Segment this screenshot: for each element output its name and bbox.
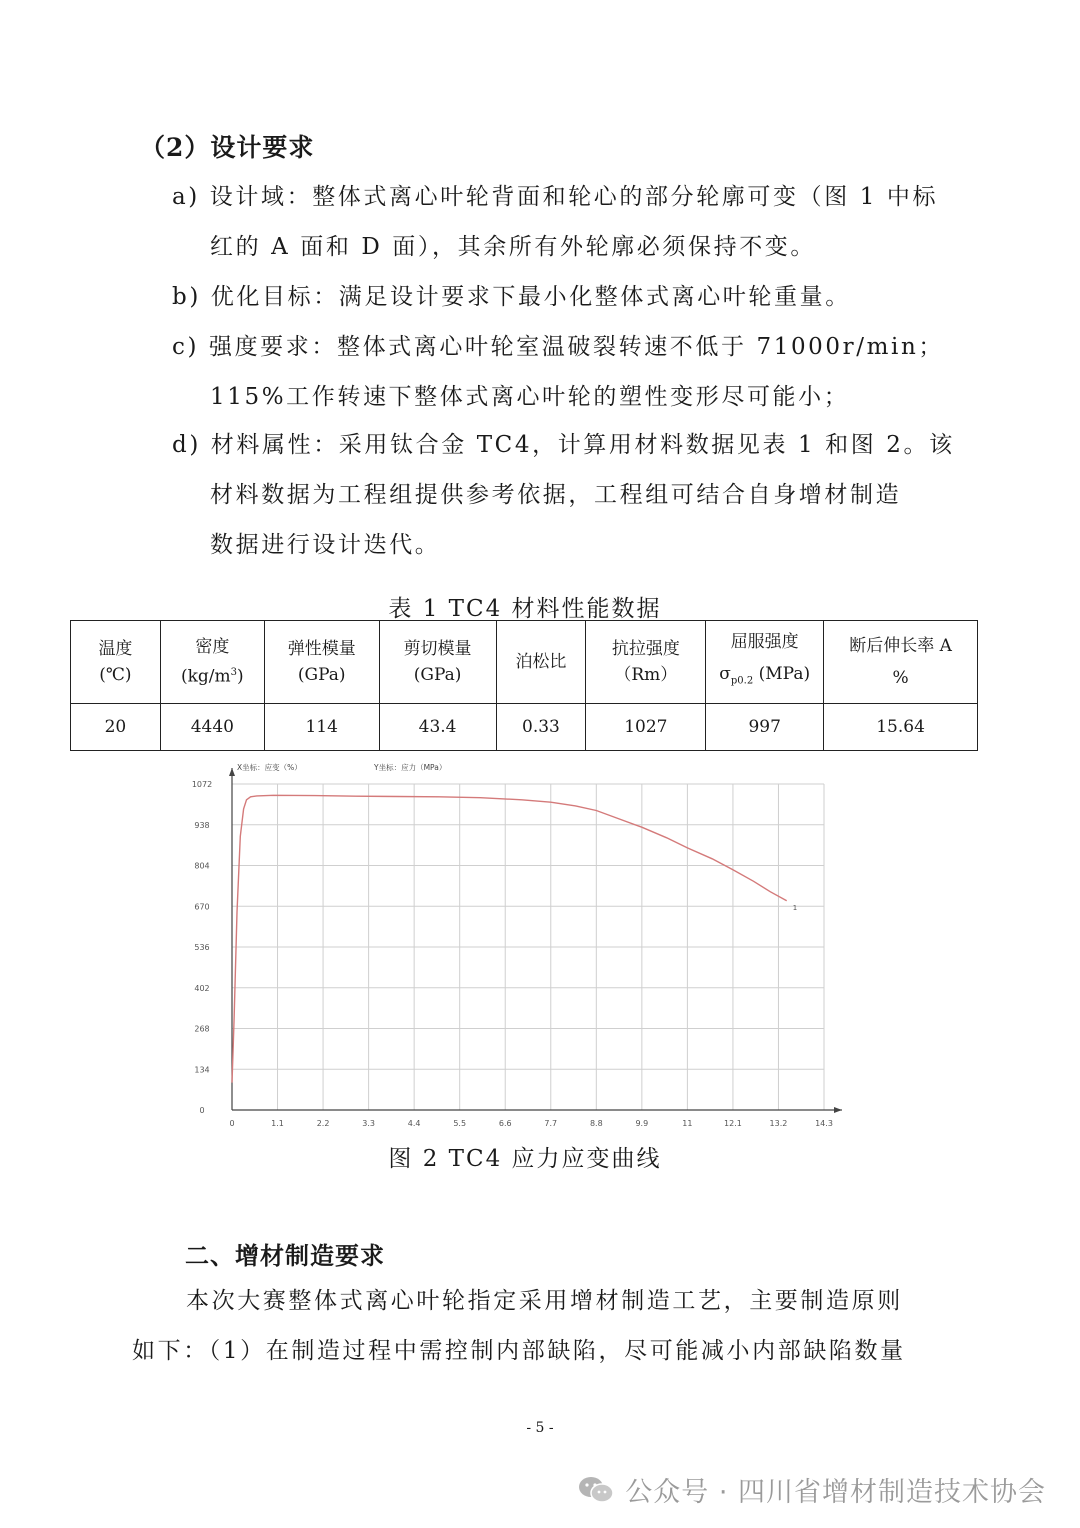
cell-temperature: 20 [71, 704, 161, 751]
stress-strain-chart [190, 758, 850, 1128]
paragraph-d-line1: d) 材料属性：采用钛合金 TC4，计算用材料数据见表 1 和图 2。该 [172, 432, 955, 458]
table-header-row [71, 621, 978, 704]
header-density: 密度 $(kg/m^3)$ [160, 621, 264, 704]
section-heading: 二、增材制造要求 [185, 1241, 385, 1270]
y-axis-title: Y坐标：应力（MPa） [374, 763, 447, 772]
table-caption: 表 1 TC4 材料性能数据 [388, 596, 662, 622]
watermark [577, 1470, 1046, 1509]
paragraph-c-line1: c) 强度要求：整体式离心叶轮室温破裂转速不低于 71000r/min； [172, 334, 944, 360]
header-tensile-strength: 抗拉强度 （Rm） [586, 621, 706, 704]
cell-tensile-strength: 1027 [586, 704, 706, 751]
header-elastic-modulus: 弹性模量 (GPa) [264, 621, 379, 704]
header-poisson-ratio: 泊松比 [496, 621, 586, 704]
paragraph-d-line3: 数据进行设计迭代。 [210, 532, 441, 558]
page-number: - 5 - [526, 1420, 554, 1436]
x-tick-label: 9.9 [635, 1119, 649, 1128]
x-tick-label: 8.8 [589, 1119, 603, 1128]
x-tick-label: 4.4 [407, 1119, 421, 1128]
header-shear-modulus: 剪切模量 (GPa) [379, 621, 496, 704]
figure-caption: 图 2 TC4 应力应变曲线 [388, 1146, 662, 1172]
cell-elastic-modulus: 114 [264, 704, 379, 751]
table-row [71, 704, 978, 751]
x-tick-label: 11 [682, 1119, 693, 1128]
cell-yield-strength: 997 [706, 704, 824, 751]
paragraph-b-line1: b) 优化目标：满足设计要求下最小化整体式离心叶轮重量。 [172, 284, 851, 310]
x-tick-label: 6.6 [498, 1119, 512, 1128]
wechat-icon [577, 1474, 615, 1506]
y-tick-label: 804 [194, 861, 210, 871]
material-properties-table [70, 620, 978, 751]
x-tick-label: 1.1 [271, 1119, 284, 1128]
header-elongation: 断后伸长率 A % [824, 621, 978, 704]
paragraph-c-line2: 115%工作转速下整体式离心叶轮的塑性变形尽可能小； [210, 384, 850, 410]
cell-shear-modulus: 43.4 [379, 704, 496, 751]
y-tick-label: 536 [194, 943, 210, 952]
x-tick-label: 7.7 [544, 1119, 558, 1128]
x-tick-label: 3.3 [362, 1119, 375, 1128]
y-tick-label: 0 [199, 1106, 205, 1115]
y-axis-arrow [229, 768, 235, 776]
x-tick-label: 14.3 [815, 1119, 833, 1128]
x-axis-arrow [834, 1107, 842, 1113]
y-tick-label: 1072 [191, 780, 213, 789]
cell-density: 4440 [160, 704, 264, 751]
x-tick-label: 5.5 [453, 1119, 467, 1128]
paragraph-d-line2: 材料数据为工程组提供参考依据，工程组可结合自身增材制造 [210, 482, 902, 508]
y-tick-label: 268 [194, 1024, 210, 1034]
x-tick-label: 12.1 [724, 1119, 742, 1128]
x-tick-label: 2.2 [316, 1119, 330, 1128]
x-tick-label: 13.2 [769, 1119, 788, 1128]
body-text-line1: 本次大赛整体式离心叶轮指定采用增材制造工艺，主要制造原则 [186, 1288, 903, 1314]
paragraph-a-line1: a) 设计域：整体式离心叶轮背面和轮心的部分轮廓可变（图 1 中标 [172, 184, 939, 210]
body-text-line2: 如下：（1）在制造过程中需控制内部缺陷，尽可能减小内部缺陷数量 [132, 1338, 906, 1364]
x-tick-label: 0 [229, 1119, 235, 1128]
watermark-text: 公众号 · 四川省增材制造技术协会 [625, 1477, 1046, 1508]
subsection-heading: （2）设计要求 [140, 133, 315, 162]
y-tick-label: 134 [194, 1065, 210, 1075]
cell-poisson-ratio: 0.33 [496, 704, 586, 751]
stress-strain-chart-svg [190, 758, 850, 1128]
header-temperature: 温度 (℃) [71, 621, 161, 704]
stress-strain-curve [232, 795, 787, 1082]
curve-end-label: 1 [792, 903, 798, 912]
x-axis-title: X坐标：应变（%） [237, 763, 302, 772]
y-tick-label: 938 [194, 820, 210, 830]
header-yield-strength: 屈服强度 $\sigma_{p0.2}$ (MPa) [706, 621, 824, 704]
paragraph-a-line2: 红的 A 面和 D 面），其余所有外轮廓必须保持不变。 [210, 234, 816, 260]
y-tick-label: 402 [194, 983, 210, 993]
cell-elongation: 15.64 [824, 704, 978, 751]
y-tick-label: 670 [194, 902, 210, 912]
